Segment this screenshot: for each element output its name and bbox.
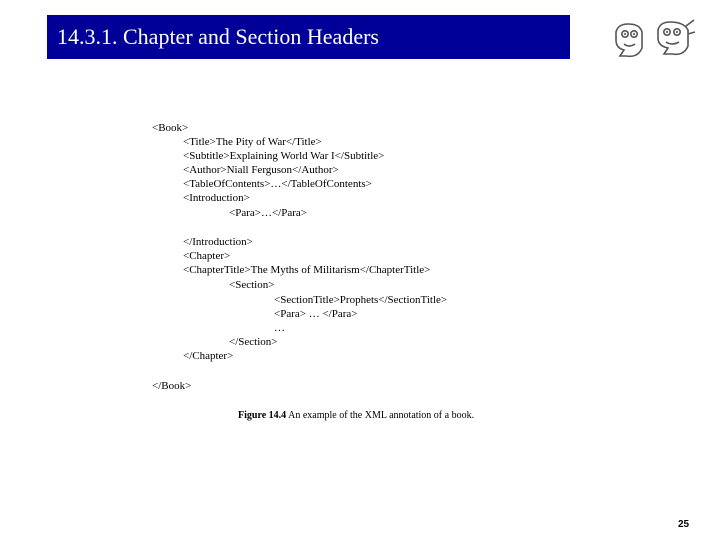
cartoon-faces-logo-icon bbox=[612, 18, 696, 62]
xml-code-line: </Book> bbox=[152, 380, 192, 392]
xml-code-line: <Title>The Pity of War</Title> bbox=[183, 136, 322, 148]
xml-code-line: <Chapter> bbox=[183, 250, 231, 262]
xml-code-line: <Subtitle>Explaining World War I</Subtitle> bbox=[183, 150, 385, 162]
xml-annotation-figure bbox=[152, 122, 532, 422]
figure-caption-text: An example of the XML annotation of a book. bbox=[286, 410, 475, 421]
xml-code-line: <TableOfContents>…</TableOfContents> bbox=[183, 178, 372, 190]
xml-code-line: <Book> bbox=[152, 122, 189, 134]
figure-caption-label: Figure 14.4 bbox=[238, 410, 287, 421]
xml-code-line: <Para>…</Para> bbox=[229, 207, 307, 219]
slide-title-bar bbox=[47, 15, 570, 59]
xml-code-line: <Author>Niall Ferguson</Author> bbox=[183, 164, 339, 176]
xml-code-line: </Section> bbox=[229, 336, 278, 348]
figure-caption bbox=[238, 410, 474, 421]
xml-code-line: <ChapterTitle>The Myths of Militarism</ChapterTitle> bbox=[183, 264, 431, 276]
page-number: 25 bbox=[678, 519, 690, 530]
xml-code-line: <Section> bbox=[229, 279, 275, 291]
xml-code-line: <Introduction> bbox=[183, 192, 250, 204]
xml-code-line: <SectionTitle>Prophets</SectionTitle> bbox=[274, 294, 448, 306]
xml-code-line: … bbox=[274, 322, 285, 334]
xml-code-line: <Para> … </Para> bbox=[274, 308, 358, 320]
slide-title: 14.3.1. Chapter and Section Headers bbox=[57, 24, 379, 49]
xml-code-line: </Introduction> bbox=[183, 236, 253, 248]
xml-code-line: </Chapter> bbox=[183, 350, 234, 362]
